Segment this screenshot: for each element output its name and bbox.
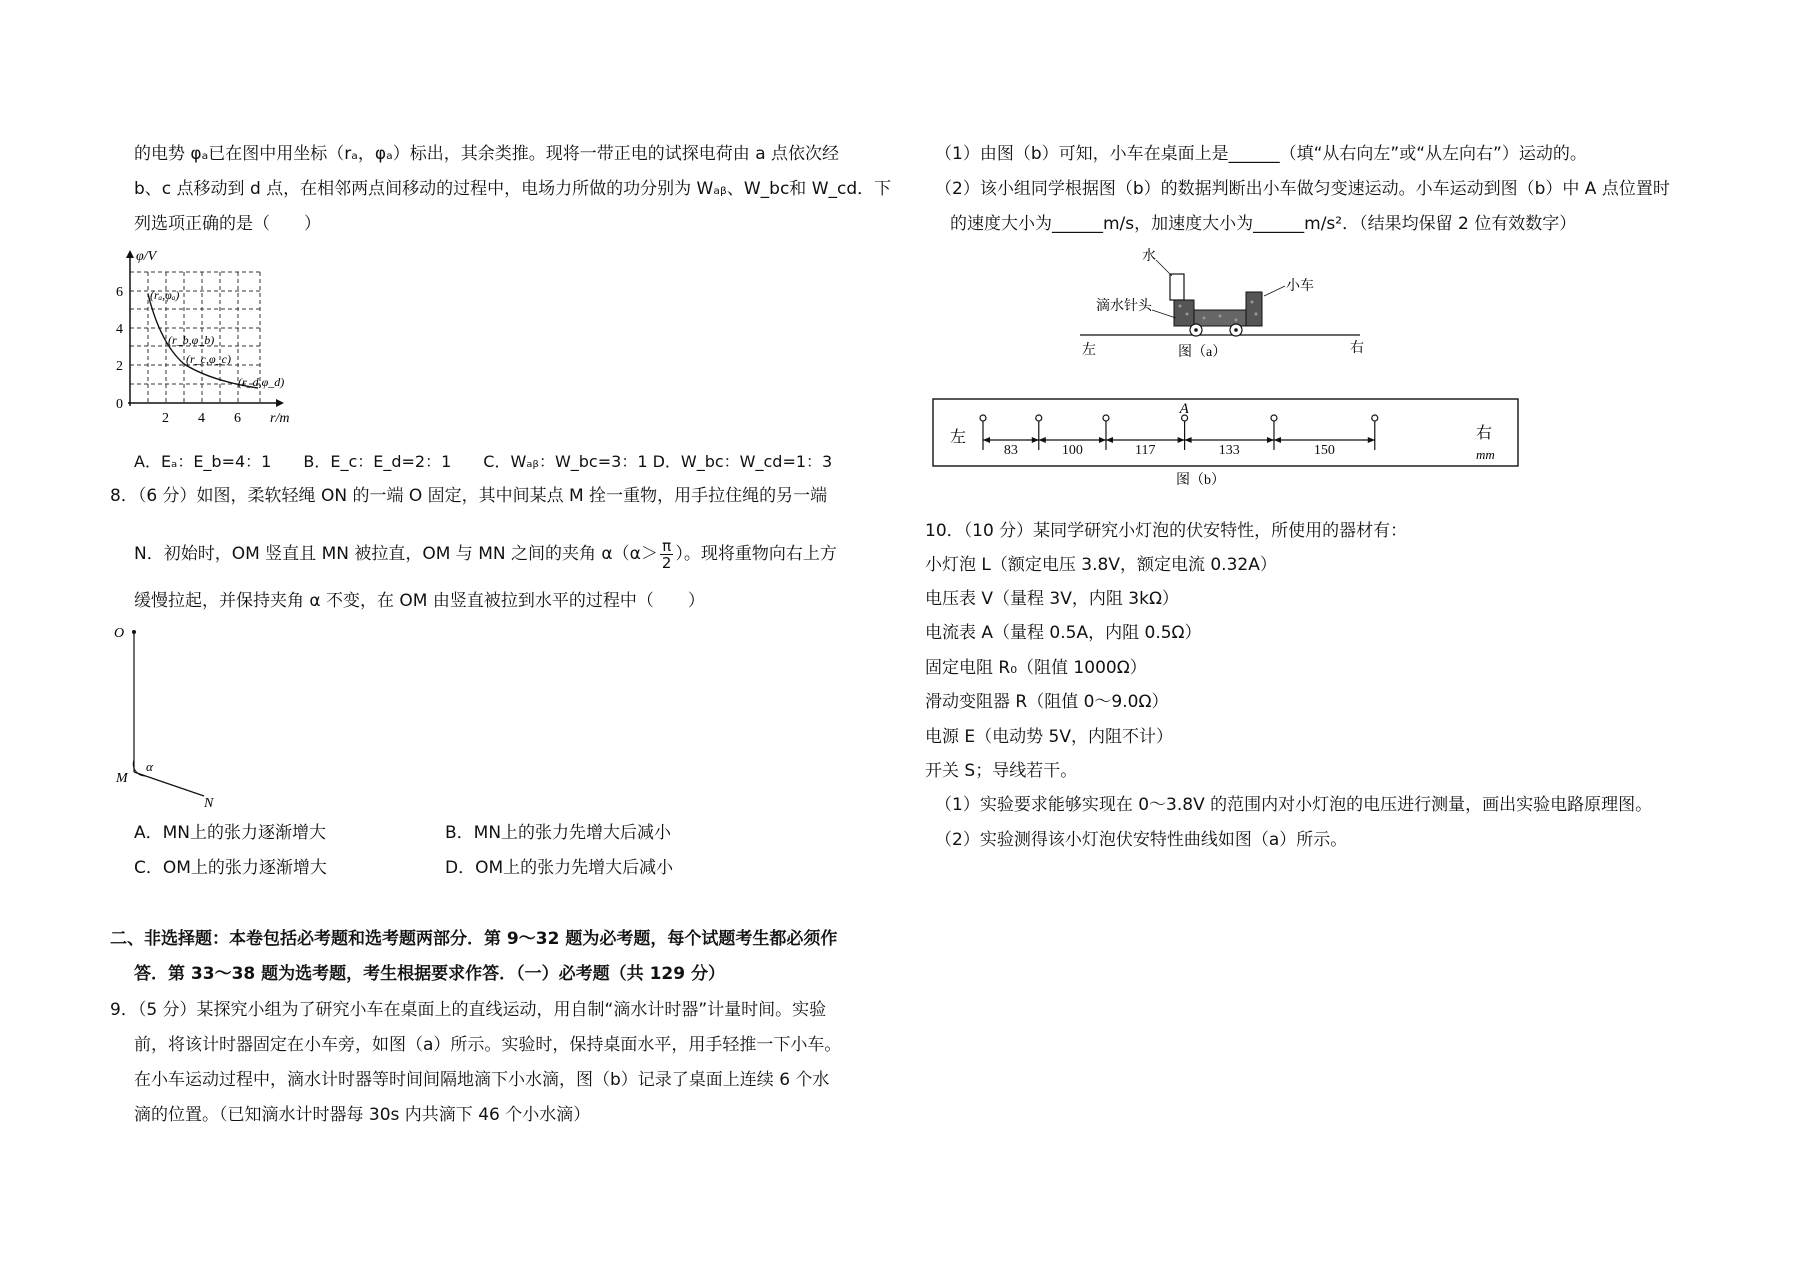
q10-item-bulb: 小灯泡 L（额定电压 3.8V，额定电流 0.32A） <box>925 555 1277 575</box>
q8-text-line1: 8．（6 分）如图，柔软轻绳 ON 的一端 O 固定，其中间某点 M 拴一重物，用手拉住绳的另一端 <box>110 486 828 506</box>
q8-option-c: C．OM上的张力逐渐增大 <box>134 858 327 878</box>
figure-a-label-left: 左 <box>1082 343 1096 358</box>
q7-text-line1: 的电势 φₐ已在图中用坐标（rₐ，φₐ）标出，其余类推。现将一带正电的试探电荷由 a 点依次经 <box>134 144 840 164</box>
q8-text-line2 <box>134 532 837 576</box>
q8-fraction <box>660 538 674 571</box>
q10-item-switch: 开关 S；导线若干。 <box>925 761 1078 781</box>
figure-b-drop-marker <box>1036 415 1042 421</box>
q7-point-b: (r_b,φ_b) <box>168 333 215 347</box>
q8-fraction-denominator: 2 <box>661 553 672 572</box>
q7-x-tick-6: 6 <box>234 411 241 426</box>
q8-text-line3: 缓慢拉起，并保持夹角 α 不变，在 OM 由竖直被拉到水平的过程中（ ） <box>134 591 705 611</box>
figure-a-label-water: 水 <box>1142 249 1156 264</box>
figure-b-drop-positions <box>930 396 1526 492</box>
q7-y-axis-label: φ/V <box>136 249 157 264</box>
q8-label-alpha: α <box>146 759 153 774</box>
section2-heading-line2: 答．第 33～38 题为选考题，考生根据要求作答．（一）必考题（共 129 分） <box>134 964 725 984</box>
q10-item-source: 电源 E（电动势 5V，内阻不计） <box>925 727 1173 747</box>
figure-b-caption: 图（b） <box>1176 473 1225 488</box>
q9-subquestion-2-line1: （2）该小组同学根据图（b）的数据判断出小车做匀变速运动。小车运动到图（b）中 A 点位置时 <box>935 179 1670 199</box>
q7-text-line2: b、c 点移动到 d 点，在相邻两点间移动的过程中，电场力所做的功分别为 Wₐᵦ、W_bc和 W_cd．下 <box>134 179 892 199</box>
figure-b-interval-label: 133 <box>1218 443 1240 458</box>
figure-a-label-needle: 滴水针头 <box>1096 299 1152 314</box>
q8-text-line2-post: ）。现将重物向右上方 <box>675 544 837 564</box>
q10-subquestion-1: （1）实验要求能够实现在 0～3.8V 的范围内对小灯泡的电压进行测量，画出实验电路原理图。 <box>935 795 1653 815</box>
q9-subquestion-1: （1）由图（b）可知，小车在桌面上是______（填“从右向左”或“从左向右”）运动的。 <box>935 144 1587 164</box>
q9-text-line3: 在小车运动过程中，滴水计时器等时间间隔地滴下小水滴，图（b）记录了桌面上连续 6 个水 <box>134 1070 830 1090</box>
q9-text-line2: 前，将该计时器固定在小车旁，如图（a）所示。实验时，保持桌面水平，用手轻推一下小车。 <box>134 1035 842 1055</box>
q7-point-c: (r_c,φ_c) <box>186 352 231 366</box>
figure-b-interval-label: 100 <box>1061 443 1083 458</box>
q7-y-tick-6: 6 <box>116 285 123 300</box>
q10-item-ammeter: 电流表 A（量程 0.5A，内阻 0.5Ω） <box>925 623 1202 643</box>
section2-heading-line1: 二、非选择题：本卷包括必考题和选考题两部分．第 9～32 题为必考题，每个试题考生都必须作 <box>110 929 838 949</box>
figure-b-label-a: A <box>1179 401 1189 417</box>
q8-label-o: O <box>114 626 125 641</box>
q8-label-m: M <box>116 771 128 786</box>
q8-option-d: D．OM上的张力先增大后减小 <box>445 858 674 878</box>
q8-fraction-numerator: π <box>660 538 674 555</box>
figure-a-caption: 图（a） <box>1178 345 1227 360</box>
q10-title: 10．（10 分）某同学研究小灯泡的伏安特性，所使用的器材有： <box>925 521 1408 541</box>
q7-potential-graph <box>100 246 310 430</box>
q7-x-tick-4: 4 <box>198 411 205 426</box>
q7-options: A．Eₐ：E_b=4：1 B．E_c：E_d=2：1 C．Wₐᵦ：W_bc=3：1 D．W_bc：W_cd=1：3 <box>134 452 833 471</box>
figure-b-interval-label: 117 <box>1135 443 1156 458</box>
q9-text-line1: 9．（5 分）某探究小组为了研究小车在桌面上的直线运动，用自制“滴水计时器”计量时间。实验 <box>110 1000 827 1020</box>
figure-b-label-left: 左 <box>950 429 967 446</box>
figure-b-drop-marker <box>1372 415 1378 421</box>
q8-rope-figure <box>108 620 238 810</box>
figure-a-label-car: 小车 <box>1286 279 1314 294</box>
q10-item-voltmeter: 电压表 V（量程 3V，内阻 3kΩ） <box>925 589 1179 609</box>
figure-b-label-right: 右 <box>1476 425 1493 442</box>
q7-y-tick-0: 0 <box>116 397 123 412</box>
q7-y-tick-4: 4 <box>116 322 123 337</box>
q7-point-d: (r_d,φ_d) <box>238 375 285 389</box>
figure-b-drop-marker <box>1271 415 1277 421</box>
figure-b-unit: mm <box>1476 447 1495 462</box>
q10-item-rheostat: 滑动变阻器 R（阻值 0～9.0Ω） <box>925 692 1169 712</box>
figure-a-label-right: 右 <box>1350 341 1364 356</box>
q7-text-line3: 列选项正确的是（ ） <box>134 214 321 234</box>
figure-b-interval-label: 83 <box>1003 443 1018 458</box>
q7-x-tick-2: 2 <box>162 411 169 426</box>
q9-subquestion-2-line2: 的速度大小为______m/s，加速度大小为______m/s²．（结果均保留 2 位有效数字） <box>950 214 1577 234</box>
q7-x-axis-label: r/m <box>270 411 290 426</box>
figure-a-cart <box>1060 244 1380 360</box>
q10-subquestion-2: （2）实验测得该小灯泡伏安特性曲线如图（a）所示。 <box>935 830 1348 850</box>
q8-option-a: A．MN上的张力逐渐增大 <box>134 823 327 843</box>
figure-a-water-container <box>1170 274 1184 300</box>
figure-b-interval-label: 150 <box>1313 443 1335 458</box>
q7-y-tick-2: 2 <box>116 359 123 374</box>
q8-text-line2-pre: N．初始时，OM 竖直且 MN 被拉直，OM 与 MN 之间的夹角 α（α＞ <box>134 544 658 564</box>
q10-item-resistor: 固定电阻 R₀（阻值 1000Ω） <box>925 658 1147 678</box>
figure-b-drop-marker <box>1103 415 1109 421</box>
figure-b-drop-marker <box>980 415 986 421</box>
q7-point-a: (rₐ,φₐ) <box>150 288 180 302</box>
q8-label-n: N <box>204 796 214 810</box>
q8-option-b: B．MN上的张力先增大后减小 <box>445 823 672 843</box>
q9-text-line4: 滴的位置。（已知滴水计时器每 30s 内共滴下 46 个小水滴） <box>134 1105 591 1125</box>
figure-a-cart-body <box>1174 300 1194 326</box>
